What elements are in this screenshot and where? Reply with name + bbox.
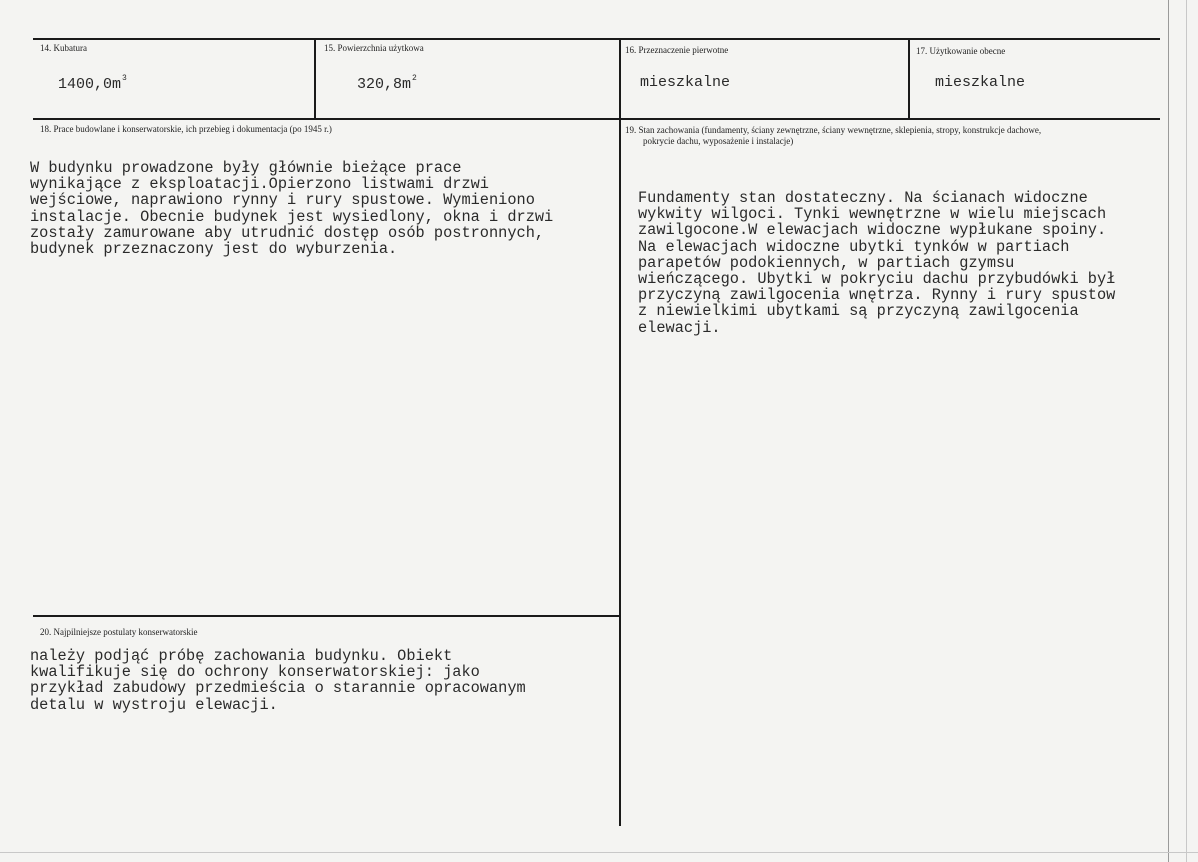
section-label-prace: 18. Prace budowlane i konserwatorskie, ich przebieg i dokumentacja (po 1945 r.) [40, 124, 332, 134]
section-label-stan-line1: 19. Stan zachowania (fundamenty, ściany zewnętrzne, ściany wewnętrzne, sklepienia, stropy, konstrukcje dachowe, [625, 125, 1042, 135]
text-line: z niewielkimi ubytkami są przyczyną zawilgocenia [638, 302, 1079, 321]
section-label-stan [625, 125, 1041, 147]
section-label-stan-line2: pokrycie dachu, wyposażenie i instalacje) [643, 136, 794, 146]
card-edge-bottom [0, 852, 1198, 853]
divider-col-mid [619, 38, 621, 826]
text-line: instalacje. Obecnie budynek jest wysiedlony, okna i drzwi [30, 207, 554, 226]
divider-col3 [908, 38, 910, 120]
text-line: kwalifikuje się do ochrony konserwatorskiej: jako [30, 663, 480, 682]
section-label-postulaty: 20. Najpilniejsze postulaty konserwatorskie [40, 627, 198, 637]
field-label-powierzchnia: 15. Powierzchnia użytkowa [324, 43, 424, 53]
text-line: budynek przeznaczony jest do wyburzenia. [30, 240, 398, 259]
text-line: zawilgocone.W elewacjach widoczne wypłukane spoiny. [638, 221, 1107, 240]
text-line: Fundamenty stan dostateczny. Na ścianach widoczne [638, 189, 1088, 207]
card-edge-right-outer [1186, 0, 1187, 862]
text-line: detalu w wystroju elewacji. [30, 695, 278, 714]
text-line: wykwity wilgoci. Tynki wewnętrzne w wielu miejscach [638, 205, 1107, 224]
text-line: elewacji. [638, 318, 721, 337]
text-line: przykład zabudowy przedmieścia o starannie opracowanym [30, 679, 526, 698]
text-line: W budynku prowadzone były głównie bieżące prace [30, 159, 462, 177]
rule-row1-bottom [33, 118, 1160, 120]
text-line: zostały zamurowane aby utrudnić dostęp osób postronnych, [30, 223, 545, 242]
field-value-powierzchnia: $320,8m^2$ [357, 74, 417, 93]
section-text-postulaty [30, 648, 526, 713]
text-line: przyczyną zawilgocenia wnętrza. Rynny i rury spustow [638, 286, 1116, 305]
field-value-kubatura: $1400,0m^3$ [58, 74, 127, 93]
section-text-stan [638, 190, 1115, 336]
section-text-prace [30, 160, 553, 257]
text-line: wieńczącego. Ubytki w pokryciu dachu przybudówki był [638, 270, 1116, 289]
field-value-uzytkowanie: mieszkalne [935, 74, 1026, 91]
text-line: wynikające z eksploatacji.Opierzono listwami drzwi [30, 175, 489, 194]
text-line: wejściowe, naprawiono rynny i rury spustowe. Wymieniono [30, 191, 535, 210]
text-line: parapetów podokiennych, w partiach gzymsu [638, 253, 1015, 272]
rule-section20-top [33, 615, 620, 617]
field-label-przeznaczenie: 16. Przeznaczenie pierwotne [625, 45, 729, 55]
rule-top [33, 38, 1160, 40]
text-line: Na elewacjach widoczne ubytki tynków w partiach [638, 237, 1070, 256]
divider-col1 [314, 38, 316, 120]
field-value-przeznaczenie: mieszkalne [640, 74, 731, 91]
field-label-uzytkowanie: 17. Użytkowanie obecne [916, 46, 1006, 56]
card-edge-right [1168, 0, 1169, 862]
field-label-kubatura: 14. Kubatura [40, 43, 87, 53]
text-line: należy podjąć próbę zachowania budynku. Obiekt [30, 647, 453, 665]
